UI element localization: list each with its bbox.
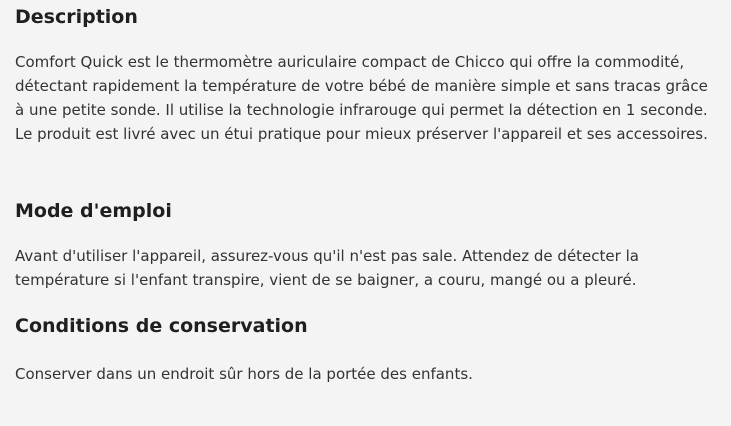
- usage-instructions-heading: Mode d'emploi: [15, 200, 172, 222]
- description-heading: Description: [15, 6, 138, 28]
- usage-instructions-text: Avant d'utiliser l'appareil, assurez-vous qu'il n'est pas sale. Attendez de détecter la température si l'enfant transpire, vient de se baigner, a couru, mangé ou a pleuré.: [15, 247, 639, 289]
- storage-conditions-text: Conserver dans un endroit sûr hors de la portée des enfants.: [15, 365, 473, 383]
- storage-conditions-heading: Conditions de conservation: [15, 315, 308, 337]
- description-text: Comfort Quick est le thermomètre auriculaire compact de Chicco qui offre la commodité, détectant rapidement la température de votre bébé de manière simple et sans tracas grâce à une petite sonde. Il utilise la technologie infrarouge qui permet la détection en 1 seconde. Le produit est livré avec un étui pratique pour mieux préserver l'appareil et ses accessoires.: [15, 53, 708, 143]
